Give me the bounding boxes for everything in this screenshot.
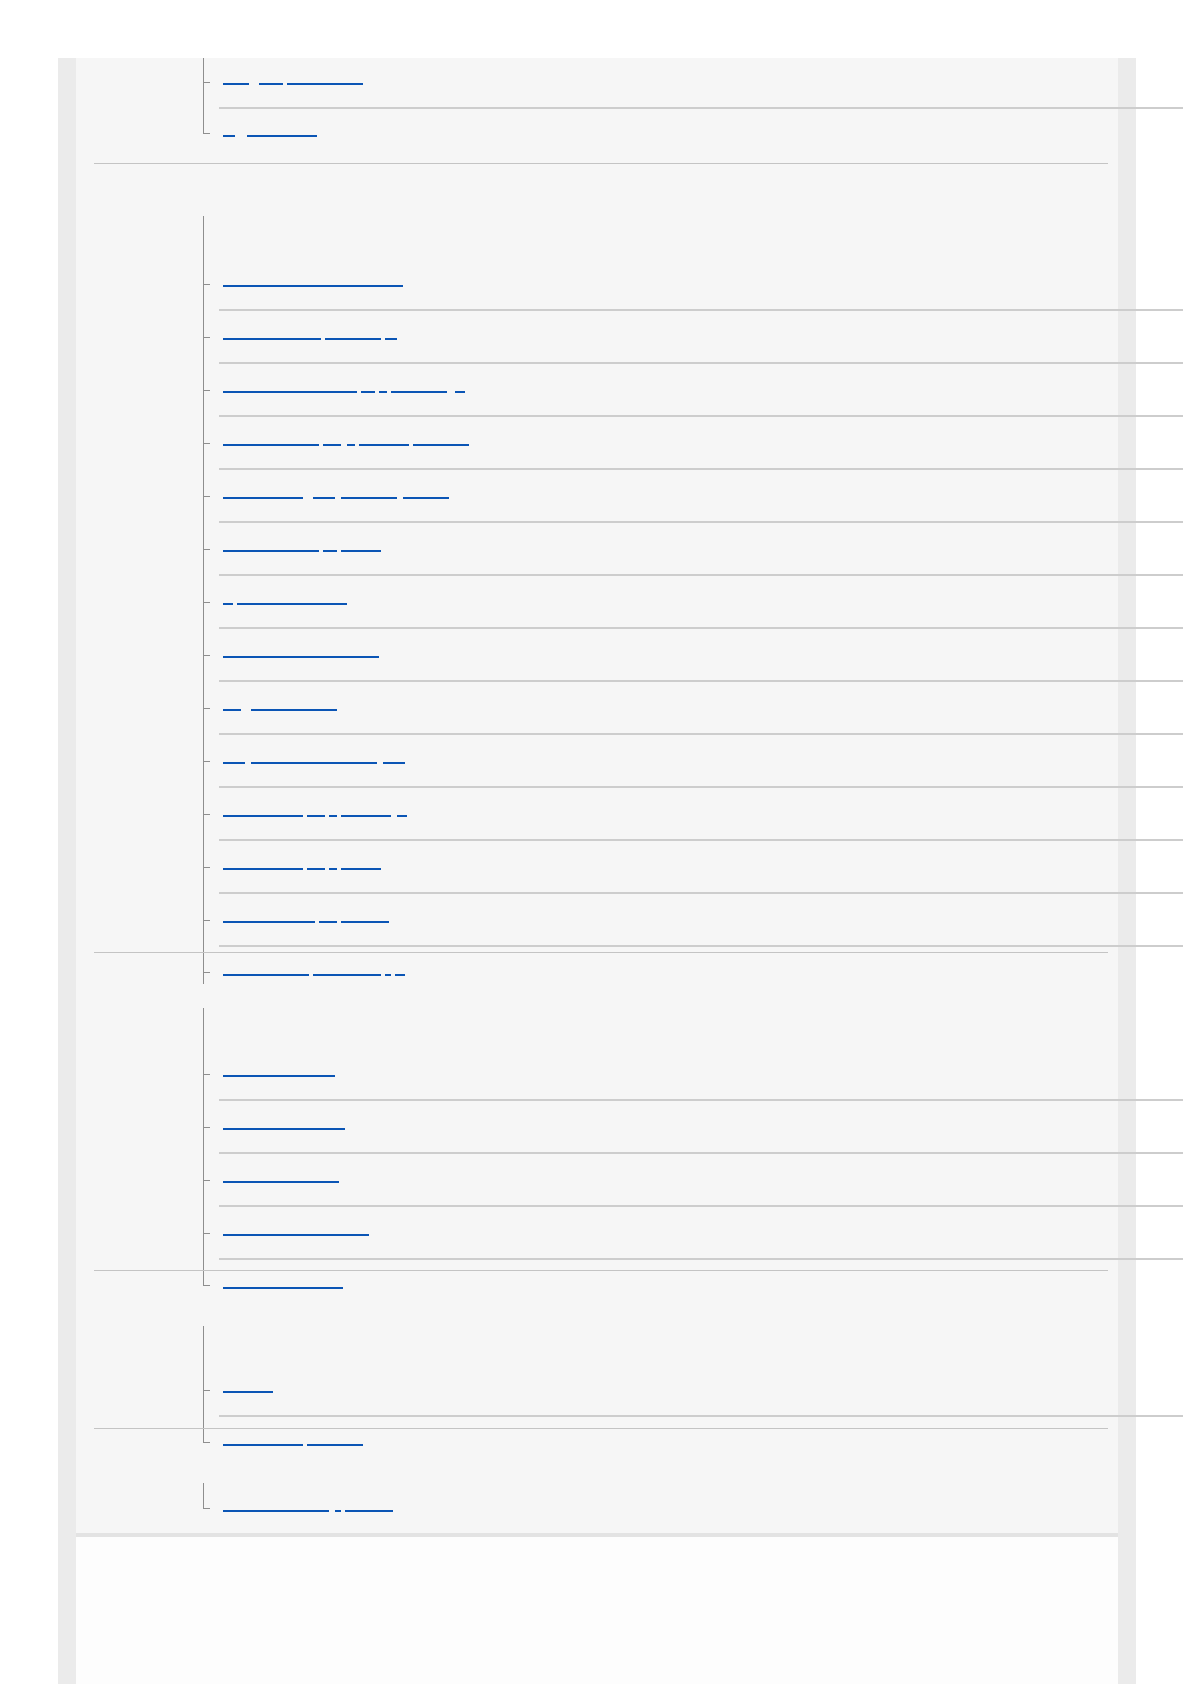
topic-link[interactable] (223, 533, 393, 553)
section-divider (94, 952, 1108, 953)
topic-link[interactable] (223, 1111, 353, 1131)
link-list-panel (76, 58, 1118, 1533)
tree-tick (203, 814, 210, 815)
tree-tick (203, 1180, 210, 1181)
list-item (203, 523, 1183, 576)
topic-link[interactable] (223, 66, 373, 86)
list-item (203, 947, 1183, 1000)
tree-tick (203, 761, 210, 762)
tree-tick (203, 1074, 210, 1075)
tree-tick (203, 496, 210, 497)
tree-tick (203, 1233, 210, 1234)
list-item (203, 894, 1183, 947)
topic-link[interactable] (223, 374, 483, 394)
topic-link[interactable] (223, 639, 383, 659)
list-item (203, 108, 1183, 161)
topic-link[interactable] (223, 1058, 353, 1078)
list-item (203, 682, 1183, 735)
topic-link[interactable] (223, 480, 473, 500)
topic-link[interactable] (223, 1164, 353, 1184)
section-divider (94, 1428, 1108, 1429)
list-item (203, 470, 1183, 523)
list-item (203, 735, 1183, 788)
section-divider (94, 1270, 1108, 1271)
topic-link[interactable] (223, 1270, 353, 1290)
topic-link[interactable] (223, 586, 363, 606)
tree-tick (203, 1390, 210, 1391)
topic-link[interactable] (223, 268, 413, 288)
topic-link[interactable] (223, 798, 423, 818)
topic-link[interactable] (223, 904, 393, 924)
tree-tick (203, 867, 210, 868)
list-item (203, 258, 1183, 311)
section-divider (94, 163, 1108, 164)
topic-link[interactable] (223, 118, 323, 138)
topic-link[interactable] (223, 745, 423, 765)
tree-corner (203, 1417, 210, 1443)
topic-link[interactable] (223, 1427, 373, 1447)
tree-tick (203, 1127, 210, 1128)
list-item (203, 1048, 1183, 1101)
list-item (203, 1154, 1183, 1207)
topic-link[interactable] (223, 851, 403, 871)
list-item (203, 1260, 1183, 1313)
tree-tick (203, 549, 210, 550)
list-item (203, 1364, 1183, 1417)
tree-tick (203, 337, 210, 338)
list-item (203, 56, 1183, 109)
tree-tick (203, 390, 210, 391)
list-item (203, 841, 1183, 894)
topic-link[interactable] (223, 1374, 283, 1394)
list-item (203, 311, 1183, 364)
tree-corner (203, 1483, 210, 1509)
tree-corner (203, 947, 210, 973)
topic-link[interactable] (223, 1493, 413, 1513)
list-item (203, 1483, 1183, 1536)
topic-link[interactable] (223, 321, 413, 341)
topic-link[interactable] (223, 427, 493, 447)
tree-tick (203, 920, 210, 921)
list-item (203, 1417, 1183, 1470)
list-item (203, 417, 1183, 470)
list-item (203, 1207, 1183, 1260)
tree-tick (203, 82, 210, 83)
page-bottom-area (76, 1533, 1118, 1684)
tree-tick (203, 443, 210, 444)
topic-link[interactable] (223, 692, 353, 712)
list-item (203, 1101, 1183, 1154)
tree-tick (203, 602, 210, 603)
tree-corner (203, 108, 210, 134)
tree-tick (203, 655, 210, 656)
list-item (203, 364, 1183, 417)
list-item (203, 788, 1183, 841)
tree-tick (203, 708, 210, 709)
tree-tick (203, 284, 210, 285)
topic-link[interactable] (223, 1217, 383, 1237)
topic-link[interactable] (223, 957, 413, 977)
list-item (203, 629, 1183, 682)
tree-corner (203, 1260, 210, 1286)
list-item (203, 576, 1183, 629)
